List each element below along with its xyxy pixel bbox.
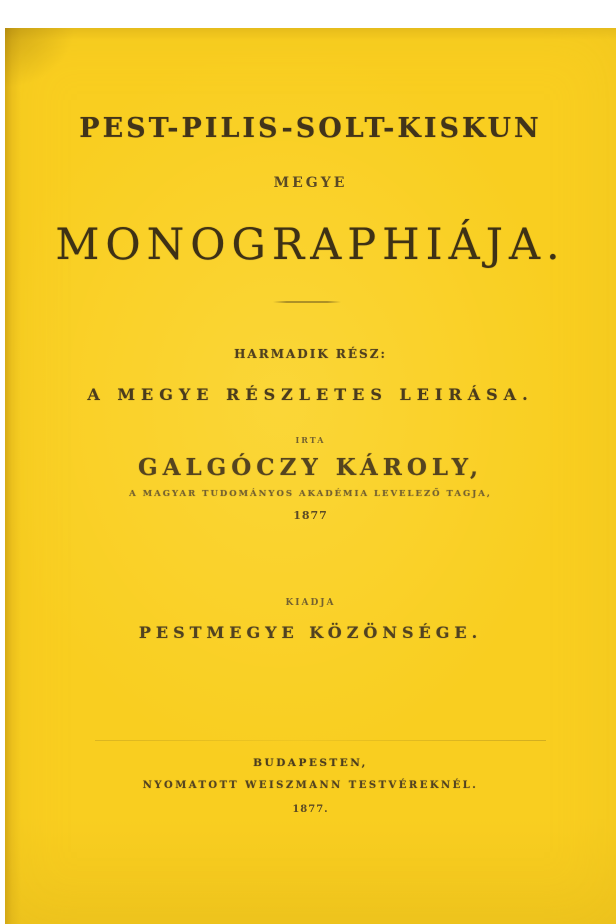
title-divider [273,301,341,303]
series-title: PEST-PILIS-SOLT-KISKUN [79,113,542,144]
series-subtitle: MEGYE [273,175,348,191]
publisher-name: PESTMEGYE KÖZÖNSÉGE. [138,623,483,642]
byline-intro: IRTA [295,435,326,445]
publisher-intro: KIADJA [285,598,336,608]
imprint-year: 1877. [292,804,329,815]
imprint-printer: NYOMATOTT WEISZMANN TESTVÉREKNÉL. [142,780,479,791]
part-title: A MEGYE RÉSZLETES LEIRÁSA. [87,385,534,404]
imprint-divider [95,740,546,741]
book-cover [5,28,616,924]
part-label: HARMADIK RÉSZ: [234,347,387,361]
author-title: A MAGYAR TUDOMÁNYOS AKADÉMIA LEVELEZŐ TAGJA, [129,489,492,499]
author-year: 1877 [293,509,328,522]
cover-corner-shadow [5,28,75,88]
main-title: MONOGRAPHIÁJA. [55,220,566,270]
author-name: GALGÓCZY KÁROLY, [137,454,484,481]
imprint-city: BUDAPESTEN, [253,757,368,769]
